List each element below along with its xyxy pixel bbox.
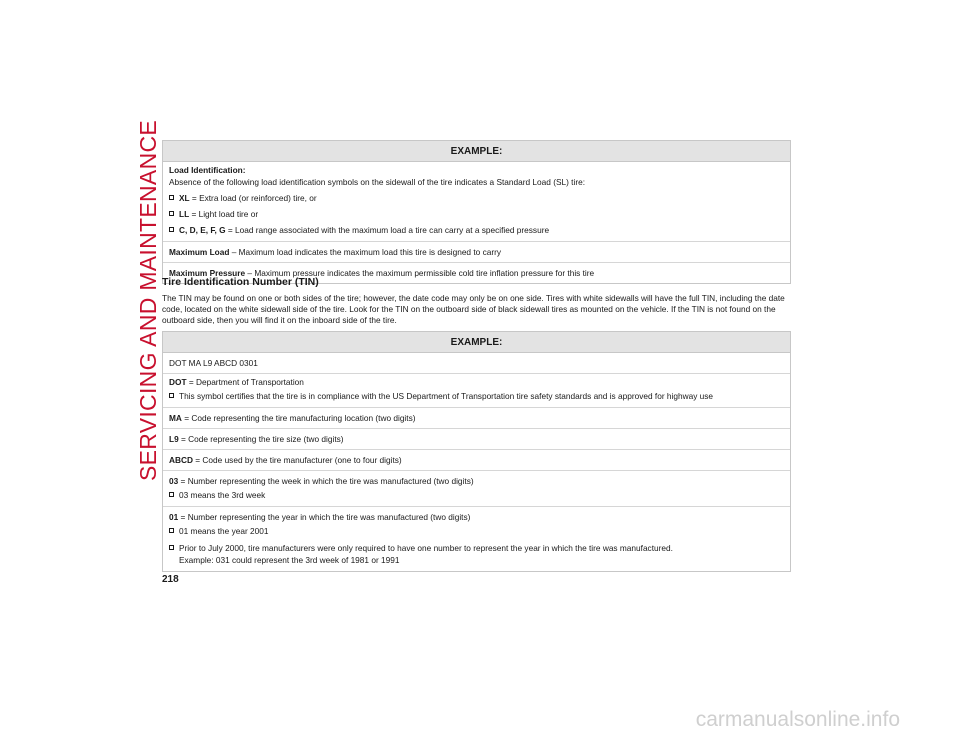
term: LL [179, 209, 190, 219]
example-table-tin [162, 331, 791, 572]
list-item [169, 208, 784, 220]
term: Maximum Load [169, 247, 230, 257]
definition: = Code representing the tire size (two digits) [178, 434, 344, 444]
load-identification-text: Absence of the following load identification symbols on the sidewall of the tire indicates a Standard Load (SL) tire: [169, 177, 586, 187]
list-item [169, 489, 784, 501]
term: DOT [169, 377, 187, 387]
load-identification-title: Load Identification: [169, 165, 246, 175]
term: C, D, E, F, G [179, 225, 226, 235]
section-title: Tire Identification Number (TIN) [162, 276, 319, 288]
watermark: carmanualsonline.info [695, 708, 900, 731]
definition: = Load range associated with the maximum load a tire can carry at a specified pressure [225, 225, 550, 235]
list-item [169, 390, 784, 402]
term: 01 [169, 512, 179, 522]
code-row [163, 353, 790, 374]
term: L9 [169, 434, 179, 444]
bullet-text-example: Example: 031 could represent the 3rd week of 1981 or 1991 [179, 555, 400, 565]
dot-row [163, 374, 790, 408]
bullet-text: Prior to July 2000, tire manufacturers were only required to have one number to represent the year in which the tire was manufactured. [179, 543, 673, 553]
example-table-load [162, 140, 791, 284]
term: ABCD [169, 455, 193, 465]
load-identification-row [163, 162, 790, 242]
week-row [163, 471, 790, 507]
bullet-text: 03 means the 3rd week [179, 490, 266, 500]
example-header: EXAMPLE: [163, 332, 790, 353]
definition: = Extra load (or reinforced) tire, or [189, 193, 317, 203]
ma-row [163, 408, 790, 429]
definition: = Department of Transportation [186, 377, 304, 387]
definition: = Number representing the year in which the tire was manufactured (two digits) [178, 512, 471, 522]
section-paragraph: The TIN may be found on one or both sides of the tire; however, the date code may only be on one side. Tires with white sidewalls will have the full TIN, including the date code, located on the white sidewall side of the tire. Look for the TIN on the outboard side of black sidewall tires as mounted on the vehicle. If the TIN is not found on the outboard side, then you will find it on the inboard side of the tire. [162, 293, 785, 325]
bullet-text: This symbol certifies that the tire is in compliance with the US Department of Transportation tire safety standards and is approved for highway use [179, 391, 714, 401]
list-item [169, 542, 784, 566]
side-chapter-title [134, 119, 164, 481]
side-chapter-title-text: SERVICING AND MAINTENANCE [135, 119, 162, 481]
list-item [169, 224, 784, 236]
abcd-row [163, 450, 790, 471]
definition: = Number representing the week in which the tire was manufactured (two digits) [178, 476, 474, 486]
definition: – Maximum load indicates the maximum load this tire is designed to carry [229, 247, 502, 257]
term: Maximum Pressure [169, 268, 246, 278]
term: 03 [169, 476, 179, 486]
term: XL [179, 193, 190, 203]
definition: – Maximum pressure indicates the maximum permissible cold tire inflation pressure for this tire [245, 268, 595, 278]
example-header: EXAMPLE: [163, 141, 790, 162]
page-number: 218 [162, 574, 179, 585]
year-row [163, 507, 790, 571]
term: MA [169, 413, 182, 423]
tin-code: DOT MA L9 ABCD 0301 [169, 358, 258, 368]
list-item [169, 525, 784, 537]
definition: = Light load tire or [189, 209, 259, 219]
l9-row [163, 429, 790, 450]
max-load-row [163, 242, 790, 263]
definition: = Code used by the tire manufacturer (one to four digits) [192, 455, 402, 465]
list-item [169, 192, 784, 204]
bullet-text: 01 means the year 2001 [179, 526, 269, 536]
definition: = Code representing the tire manufacturing location (two digits) [181, 413, 416, 423]
